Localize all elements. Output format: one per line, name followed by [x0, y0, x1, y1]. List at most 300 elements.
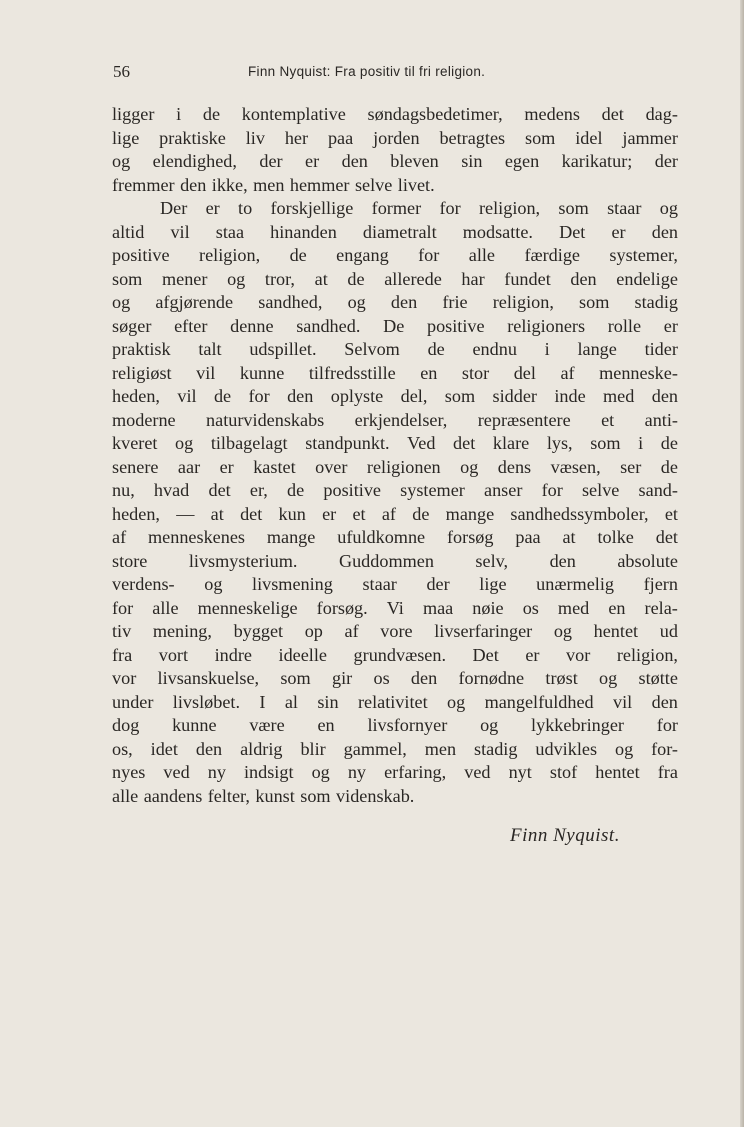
- word: denne: [230, 315, 274, 336]
- word: fra: [657, 762, 678, 782]
- text-line: [112, 691, 678, 715]
- word: positive: [112, 245, 170, 265]
- word: selve: [354, 174, 393, 195]
- word: sandhedssymboler,: [510, 503, 649, 524]
- word: livsanskuelse,: [157, 668, 260, 688]
- word: del: [513, 362, 536, 383]
- word: færdige: [524, 245, 580, 265]
- word: felter,: [207, 785, 250, 806]
- word: ved: [464, 762, 491, 782]
- word: og: [659, 198, 678, 218]
- word: anser: [484, 480, 523, 500]
- text-line: [112, 644, 678, 668]
- word: det: [240, 503, 263, 524]
- word: ideelle: [278, 644, 327, 665]
- word: rolle: [607, 315, 642, 336]
- running-head: Finn Nyquist: Fra positiv til fri religion.: [248, 64, 486, 79]
- word: praktisk: [112, 339, 171, 359]
- word: alle: [152, 597, 179, 618]
- word: er: [322, 503, 337, 524]
- word: har: [461, 268, 485, 289]
- word: de: [427, 339, 445, 359]
- word: allerede: [384, 268, 442, 289]
- word: og: [480, 715, 499, 735]
- word: de: [660, 433, 678, 453]
- word: sin: [317, 691, 339, 712]
- text-line: [112, 268, 678, 292]
- word: at: [210, 503, 224, 524]
- word: støtte: [638, 668, 678, 688]
- word: livet.: [397, 174, 435, 195]
- word: de: [213, 386, 232, 406]
- word: fundet: [504, 268, 551, 289]
- word: den: [341, 151, 368, 171]
- word: tider: [644, 339, 678, 359]
- word: hentet: [593, 621, 639, 641]
- text-line: [112, 456, 678, 480]
- word: og: [112, 292, 131, 312]
- word: to: [238, 198, 253, 218]
- text-line: [112, 620, 678, 644]
- word: den: [549, 550, 576, 571]
- word: maa: [422, 597, 454, 618]
- word: dens: [497, 456, 532, 477]
- word: de: [289, 245, 307, 265]
- word: relativitet: [357, 691, 428, 712]
- word: den: [651, 221, 678, 242]
- word: den: [410, 668, 438, 688]
- word: der: [654, 151, 678, 171]
- word: i: [176, 104, 182, 124]
- word: religionen: [366, 456, 441, 477]
- word: Det: [559, 221, 586, 242]
- word: af: [560, 362, 575, 383]
- word: for: [541, 480, 563, 500]
- word: mening,: [152, 621, 212, 641]
- word: betragtes: [439, 127, 506, 148]
- word: for: [248, 386, 270, 406]
- word: grundvæsen.: [353, 644, 446, 665]
- word: som: [558, 198, 589, 218]
- word: talt: [198, 339, 222, 359]
- word: stof: [549, 762, 578, 782]
- word: rela-: [644, 597, 678, 618]
- word: staar: [362, 574, 397, 594]
- word: nøie: [472, 597, 504, 618]
- word: for: [439, 198, 461, 218]
- word: absolute: [617, 550, 678, 571]
- word: af: [344, 621, 359, 641]
- word: i: [638, 433, 644, 453]
- text-line: [112, 362, 678, 386]
- word: sandhed.: [296, 315, 361, 336]
- word: søndagsbedetimer,: [367, 104, 503, 124]
- word: som: [579, 292, 610, 312]
- word: engang: [336, 245, 389, 265]
- word: hemmer: [289, 174, 350, 195]
- word: og: [599, 668, 618, 688]
- word: selve: [581, 480, 620, 500]
- word: I: [259, 691, 266, 712]
- word: kunne: [239, 362, 285, 383]
- word: den: [287, 386, 314, 406]
- word: af: [112, 527, 127, 547]
- word: er: [525, 644, 540, 665]
- word: de: [412, 503, 430, 524]
- word: forsøg.: [316, 597, 368, 618]
- text-line: [112, 315, 678, 339]
- word: som: [112, 268, 143, 289]
- word: altid: [112, 221, 145, 242]
- text-line: [112, 526, 678, 550]
- word: de: [347, 268, 365, 289]
- word: op: [304, 621, 323, 641]
- word: naturvidenskabs: [206, 409, 325, 430]
- word: kveret: [112, 433, 158, 453]
- word: de: [660, 456, 678, 477]
- word: et: [601, 409, 615, 430]
- word: en: [420, 362, 438, 383]
- word: karikatur;: [561, 151, 633, 171]
- word: fjern: [643, 574, 678, 594]
- word: som: [444, 386, 476, 406]
- word: for-: [651, 738, 678, 759]
- word: anti-: [644, 409, 678, 430]
- word: fra: [112, 644, 133, 665]
- word: heden,: [112, 503, 160, 524]
- word: i: [544, 339, 550, 359]
- word: vort: [158, 644, 189, 665]
- word: af: [381, 503, 396, 524]
- word: religion,: [478, 198, 541, 218]
- page-header: [0, 62, 744, 86]
- text-line: [112, 785, 678, 809]
- word: forskjellige: [270, 198, 354, 218]
- word: en: [317, 715, 335, 735]
- word: ny: [207, 762, 226, 782]
- word: udvikles: [535, 738, 598, 759]
- word: det: [601, 104, 624, 124]
- word: jammer: [622, 127, 678, 148]
- word: Vi: [386, 597, 404, 618]
- page-number: 56: [113, 62, 130, 81]
- word: videnskab.: [336, 785, 415, 806]
- word: ligger: [112, 104, 155, 124]
- word: stadig: [634, 292, 678, 312]
- word: lange: [577, 339, 617, 359]
- word: paa: [515, 527, 541, 547]
- word: positive: [426, 315, 485, 336]
- word: og: [227, 268, 246, 289]
- word: gammel,: [343, 738, 407, 759]
- word: er: [305, 151, 320, 171]
- word: lige: [479, 574, 507, 594]
- word: store: [112, 550, 148, 571]
- word: den: [390, 292, 418, 312]
- word: her: [284, 127, 309, 148]
- word: hentet: [595, 762, 640, 782]
- word: kunst: [255, 785, 295, 806]
- word: endelige: [616, 268, 678, 289]
- word: mener: [161, 268, 208, 289]
- text-line: [112, 738, 678, 762]
- word: livsmening: [252, 574, 333, 594]
- word: være: [249, 715, 285, 735]
- word: at: [562, 527, 576, 547]
- word: den: [195, 738, 223, 759]
- word: elendighed,: [152, 151, 237, 171]
- word: ufuldkomne: [337, 527, 426, 547]
- word: vor: [566, 644, 591, 665]
- text-line: [112, 338, 678, 362]
- text-line: [112, 479, 678, 503]
- word: og: [175, 433, 194, 453]
- word: alle: [468, 245, 496, 265]
- text-line: [112, 127, 678, 151]
- word: aldrig: [240, 738, 283, 759]
- word: former: [371, 198, 422, 218]
- word: standpunkt.: [305, 433, 390, 453]
- word: og: [311, 762, 330, 782]
- word: Ved: [407, 433, 436, 453]
- author-signature: Finn Nyquist.: [510, 825, 620, 846]
- text-line: [112, 714, 678, 738]
- word: kontemplative: [241, 104, 346, 124]
- word: moderne: [112, 409, 176, 430]
- word: trøst: [545, 668, 578, 688]
- word: egen: [504, 151, 540, 171]
- word: Selvom: [344, 339, 400, 359]
- text-line: [112, 291, 678, 315]
- word: med: [557, 597, 590, 618]
- word: senere: [112, 456, 159, 477]
- word: aar: [177, 456, 201, 477]
- text-line: [112, 597, 678, 621]
- word: endnu: [472, 339, 517, 359]
- word: indsigt: [243, 762, 294, 782]
- word: for: [656, 715, 678, 735]
- word: tilfredsstille: [308, 362, 396, 383]
- word: religion,: [492, 292, 554, 312]
- word: jorden: [373, 127, 420, 148]
- word: udspillet.: [249, 339, 317, 359]
- word: positive: [323, 480, 381, 500]
- word: nu,: [112, 480, 135, 500]
- word: religion,: [616, 644, 678, 665]
- word: praktiske: [159, 127, 226, 148]
- word: for: [112, 597, 134, 618]
- word: religiøst: [112, 362, 172, 383]
- word: repræsentere: [477, 409, 571, 430]
- word: systemer: [400, 480, 465, 500]
- text-line: [112, 197, 678, 221]
- word: inde: [554, 386, 586, 406]
- word: Guddommen: [338, 550, 434, 571]
- word: selv,: [475, 550, 509, 571]
- word: stadig: [474, 738, 518, 759]
- word: over: [315, 456, 348, 477]
- word: fornødne: [458, 668, 525, 688]
- word: lykkebringer: [531, 715, 624, 735]
- text-line: [112, 221, 678, 245]
- word: og: [460, 456, 479, 477]
- word: systemer,: [609, 245, 678, 265]
- word: paa: [327, 127, 354, 148]
- word: De: [383, 315, 405, 336]
- word: fremmer: [112, 174, 175, 195]
- word: og: [614, 738, 634, 759]
- word: er: [611, 221, 626, 242]
- word: bygget: [233, 621, 284, 641]
- word: heden,: [112, 386, 160, 406]
- word: men: [424, 738, 457, 759]
- word: som: [590, 433, 621, 453]
- word: bleven: [390, 151, 439, 171]
- word: hvad: [153, 480, 190, 500]
- word: det: [655, 527, 678, 547]
- body-text: [112, 103, 678, 808]
- word: er,: [249, 480, 268, 500]
- word: den: [651, 691, 678, 712]
- word: livsfornyer: [367, 715, 448, 735]
- word: indre: [214, 644, 252, 665]
- word: efter: [174, 315, 208, 336]
- word: os,: [112, 738, 133, 759]
- word: os: [373, 668, 390, 688]
- word: stor: [461, 362, 490, 383]
- word: er: [219, 456, 234, 477]
- word: oplyste: [330, 386, 384, 406]
- word: unærmelig: [536, 574, 614, 594]
- text-line: [112, 244, 678, 268]
- word: menneske-: [599, 362, 678, 383]
- word: den: [570, 268, 597, 289]
- word: livsløbet.: [172, 691, 240, 712]
- word: som: [300, 785, 331, 806]
- word: idet: [150, 738, 178, 759]
- word: os: [522, 597, 539, 618]
- word: menneskelige: [197, 597, 298, 618]
- word: medens: [524, 104, 580, 124]
- word: Det: [472, 644, 499, 665]
- word: ved: [163, 762, 190, 782]
- word: dag-: [645, 104, 678, 124]
- word: lys,: [546, 433, 573, 453]
- word: verdens-: [112, 574, 175, 594]
- text-line: [112, 103, 678, 127]
- word: der: [426, 574, 450, 594]
- text-line: [112, 432, 678, 456]
- text-line: [112, 503, 678, 527]
- word: et: [352, 503, 366, 524]
- word: tiv: [112, 621, 132, 641]
- text-line: [112, 385, 678, 409]
- text-line: [112, 667, 678, 691]
- word: og: [204, 574, 223, 594]
- word: med: [603, 386, 635, 406]
- word: at: [314, 268, 328, 289]
- text-line: [112, 550, 678, 574]
- word: de: [287, 480, 305, 500]
- word: under: [112, 691, 154, 712]
- word: vil: [196, 362, 216, 383]
- word: og: [553, 621, 573, 641]
- word: klare: [492, 433, 530, 453]
- word: gir: [331, 668, 353, 688]
- word: hinanden: [270, 221, 337, 242]
- word: aandens: [143, 785, 203, 806]
- word: sidder: [492, 386, 537, 406]
- word: del,: [400, 386, 428, 406]
- word: diametralt: [362, 221, 437, 242]
- word: frie: [442, 292, 468, 312]
- word: sand-: [638, 480, 678, 500]
- word: afgjørende: [155, 292, 234, 312]
- word: ser: [620, 456, 642, 477]
- text-line: [112, 150, 678, 174]
- word: tror,: [264, 268, 295, 289]
- word: det: [208, 480, 231, 500]
- word: det: [453, 433, 476, 453]
- word: sandhed,: [258, 292, 323, 312]
- word: mange: [445, 503, 495, 524]
- word: for: [418, 245, 440, 265]
- word: er: [205, 198, 220, 218]
- word: modsatte.: [462, 221, 533, 242]
- word: lige: [112, 127, 140, 148]
- word: idel: [575, 127, 603, 148]
- word: og: [347, 292, 366, 312]
- word: søger: [112, 315, 152, 336]
- word: er: [663, 315, 678, 336]
- word: vil: [613, 691, 633, 712]
- text-line: [112, 409, 678, 433]
- word: og: [112, 151, 131, 171]
- word: et: [664, 503, 678, 524]
- text-line: [112, 573, 678, 597]
- word: tolke: [597, 527, 634, 547]
- word: vore: [380, 621, 413, 641]
- word: ud: [659, 621, 678, 641]
- word: liv: [245, 127, 265, 148]
- word: menneskenes: [148, 527, 245, 547]
- word: alle: [112, 785, 139, 806]
- word: —: [176, 503, 195, 524]
- word: vil: [177, 386, 197, 406]
- word: livsmysterium.: [188, 550, 298, 571]
- word: ikke,: [211, 174, 248, 195]
- page-edge: [740, 0, 744, 1127]
- word: dog: [112, 715, 140, 735]
- word: tilbagelagt: [210, 433, 288, 453]
- word: blir: [300, 738, 326, 759]
- word: ny: [347, 762, 367, 782]
- word: staar: [607, 198, 642, 218]
- word: kunne: [172, 715, 217, 735]
- word: den: [651, 386, 678, 406]
- word: vor: [112, 668, 137, 688]
- word: vil: [170, 221, 190, 242]
- word: kastet: [253, 456, 296, 477]
- word: den: [180, 174, 207, 195]
- word: nyes: [112, 762, 146, 782]
- word: Der: [160, 198, 188, 218]
- word: og: [447, 691, 466, 712]
- word: en: [608, 597, 626, 618]
- word: væsen,: [550, 456, 601, 477]
- word: men: [253, 174, 285, 195]
- word: nyt: [508, 762, 532, 782]
